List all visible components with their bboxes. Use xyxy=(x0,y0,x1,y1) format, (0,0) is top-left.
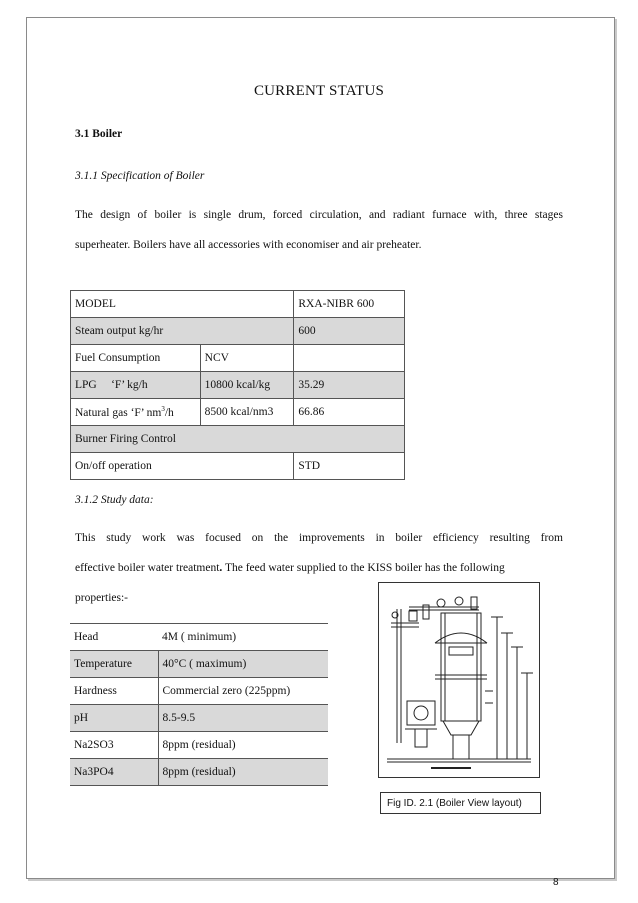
table-cell: 8ppm (residual) xyxy=(158,759,328,786)
table-cell: LPG ‘F’ kg/h xyxy=(71,372,201,399)
subsection-heading-specification: 3.1.1 Specification of Boiler xyxy=(75,170,205,182)
table-cell: 8500 kcal/nm3 xyxy=(200,399,294,426)
cell-text: Natural gas ‘F’ nm xyxy=(75,406,162,419)
paragraph-line xyxy=(75,553,563,583)
boiler-spec-table xyxy=(70,290,405,480)
table-cell: 10800 kcal/kg xyxy=(200,372,294,399)
table-cell: 8.5-9.5 xyxy=(158,705,328,732)
table-row xyxy=(70,759,328,786)
table-cell: Head xyxy=(74,631,99,643)
table-cell: MODEL xyxy=(71,291,294,318)
superscript: 3 xyxy=(161,405,165,414)
table-row xyxy=(70,732,328,759)
text-run: The feed water supplied to the KISS boiler has the following xyxy=(222,562,505,574)
table-cell xyxy=(294,345,405,372)
boiler-layout-drawing xyxy=(378,582,540,778)
section-heading: 3.1 Boiler xyxy=(75,128,123,140)
table-row xyxy=(71,291,405,318)
paragraph-line: superheater. Boilers have all accessories with economiser and air preheater. xyxy=(75,239,422,251)
text-run: . xyxy=(219,562,223,574)
table-cell: 35.29 xyxy=(294,372,405,399)
figure-caption: Fig ID. 2.1 (Boiler View layout) xyxy=(380,792,541,814)
table-cell: Hardness xyxy=(74,685,117,697)
table-cell: 40°C ( maximum) xyxy=(158,651,328,678)
cell-text: /h xyxy=(164,406,174,419)
table-cell xyxy=(71,399,201,426)
table-row xyxy=(71,399,405,426)
table-row xyxy=(71,318,405,345)
feed-water-properties-table xyxy=(70,623,328,786)
table-row xyxy=(70,678,328,705)
table-row xyxy=(70,624,328,651)
table-cell: 600 xyxy=(294,318,405,345)
table-cell: RXA-NIBR 600 xyxy=(294,291,405,318)
text-run: effective boiler water treatment xyxy=(75,562,220,574)
table-cell: STD xyxy=(294,453,405,480)
table-cell: Steam output kg/hr xyxy=(71,318,294,345)
table-cell: Burner Firing Control xyxy=(71,426,405,453)
page-title: CURRENT STATUS xyxy=(253,83,385,99)
paragraph-line: This study work was focused on the improvements in boiler efficiency resulting from xyxy=(75,532,563,544)
table-cell: NCV xyxy=(200,345,294,372)
table-cell: 4M ( minimum) xyxy=(162,631,237,643)
paragraph-line: The design of boiler is single drum, forced circulation, and radiant furnace with, three stages xyxy=(75,209,563,221)
table-row xyxy=(70,651,328,678)
table-row xyxy=(71,345,405,372)
table-cell: On/off operation xyxy=(71,453,294,480)
table-cell: Na3PO4 xyxy=(70,759,158,786)
table-row xyxy=(71,426,405,453)
table-row xyxy=(70,705,328,732)
table-row xyxy=(71,372,405,399)
table-row xyxy=(71,453,405,480)
table-cell: pH xyxy=(70,705,158,732)
boiler-description xyxy=(75,200,563,260)
boiler-drawing-svg xyxy=(379,583,539,777)
table-cell: 66.86 xyxy=(294,399,405,426)
table-cell: Fuel Consumption xyxy=(71,345,201,372)
page-number: 8 xyxy=(553,877,559,888)
table-cell: 8ppm (residual) xyxy=(158,732,328,759)
subsection-heading-study: 3.1.2 Study data: xyxy=(75,494,154,506)
table-cell: Temperature xyxy=(70,651,158,678)
paragraph-line: properties:- xyxy=(75,592,129,604)
table-cell: Na2SO3 xyxy=(74,739,114,751)
table-cell: Commercial zero (225ppm) xyxy=(158,678,328,705)
